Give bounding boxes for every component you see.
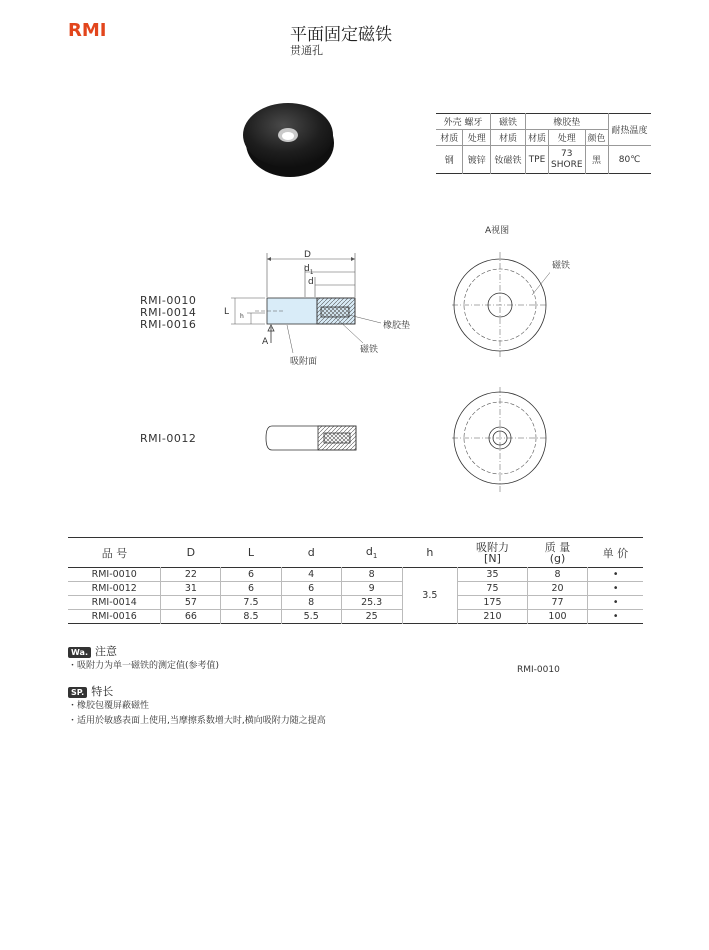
arrow-A-label: A [262, 337, 269, 347]
feature-section [68, 680, 113, 699]
table-row: RMI-0014 57 7.5 8 25.3 175 77 • [68, 596, 643, 610]
col-d: d [307, 546, 315, 559]
spec-group-housing: 外壳 螺牙 [436, 114, 491, 130]
spec-group-heat: 耐热温度 [611, 126, 648, 136]
model-label: RMI-0016 [140, 318, 197, 331]
magnet-label: 磁铁 [360, 345, 379, 355]
product-photo [238, 95, 338, 179]
rubber-label: 橡胶垫 [383, 321, 411, 331]
magnet-view-label: 磁铁 [552, 261, 571, 271]
spec-group-rubber: 橡胶垫 [526, 114, 609, 130]
col-L: L [247, 546, 255, 559]
spec-table [436, 113, 651, 174]
dim-d1-label: $d_1$ [304, 264, 314, 276]
spec-sub-color: 颜色 [585, 130, 608, 146]
spec-value: 80℃ [618, 154, 641, 165]
page-title: 平面固定磁铁 [290, 25, 392, 45]
spec-value: 钢 [436, 146, 463, 174]
col-price: 单 价 [602, 546, 629, 560]
a-view-label: A视图 [485, 226, 510, 236]
page-subtitle: 贯通孔 [290, 44, 323, 57]
caution-item: ・吸附力为单一磁铁的测定值(参考值) [68, 661, 220, 671]
col-mass: 质 量 (g) [544, 540, 571, 565]
example-code: RMI-0010 [517, 665, 560, 675]
side-view-drawing [225, 245, 435, 370]
spec-group-magnet: 磁铁 [491, 114, 526, 130]
caution-title: 注意 [94, 645, 117, 658]
feature-badge: SP. [68, 687, 87, 698]
model-label: RMI-0014 [140, 306, 197, 319]
dim-h-label: h [240, 313, 244, 320]
surface-label: 吸附面 [290, 357, 318, 367]
feature-item: ・橡胶包覆屏蔽磁性 [68, 701, 150, 711]
a-view-drawing [450, 250, 550, 360]
spec-value: TPE [526, 146, 549, 174]
spec-value: 黑 [585, 146, 608, 174]
col-d1: $d_1$ [365, 544, 378, 561]
caution-badge: Wa. [68, 647, 91, 658]
dim-D-label: D [304, 250, 311, 260]
main-table [68, 537, 643, 624]
side-view-drawing-0012 [260, 420, 370, 460]
feature-list [68, 699, 326, 729]
dim-L-label: L [224, 307, 230, 317]
model-label-bottom: RMI-0012 [140, 432, 197, 445]
a-view-drawing-0012 [450, 385, 550, 495]
feature-title: 特长 [91, 685, 114, 698]
table-row: RMI-0012 31 6 6 9 75 20 • [68, 582, 643, 596]
model-labels-top [140, 295, 196, 331]
spec-sub-treatment: 处理 [463, 130, 491, 146]
col-h: h [426, 546, 434, 559]
spec-sub-material: 材质 [526, 130, 549, 146]
col-part: 品 号 [101, 546, 128, 560]
spec-value: 钕磁铁 [491, 146, 526, 174]
brand-logo: RMI [68, 20, 107, 41]
spec-value: 73 [561, 148, 573, 159]
col-D: D [186, 546, 196, 559]
caution-section [68, 640, 117, 659]
table-row: RMI-0016 66 8.5 5.5 25 210 100 • [68, 610, 643, 624]
spec-value: SHORE [551, 159, 583, 170]
h-value: 3.5 [402, 568, 458, 624]
spec-sub-material: 材质 [491, 130, 526, 146]
feature-item: ・适用於敏感表面上使用,当摩擦系数增大时,横向吸附力随之提高 [68, 716, 326, 726]
dim-d-label: d [308, 277, 314, 287]
spec-sub-material: 材质 [436, 130, 463, 146]
spec-sub-treatment: 处理 [549, 130, 586, 146]
model-label: RMI-0010 [140, 294, 197, 307]
table-row: RMI-0010 22 6 4 8 3.5 35 8 • [68, 568, 643, 582]
col-force: 吸附力 [N] [475, 540, 509, 565]
main-table-wrap [68, 537, 643, 624]
spec-value: 镀锌 [463, 146, 491, 174]
